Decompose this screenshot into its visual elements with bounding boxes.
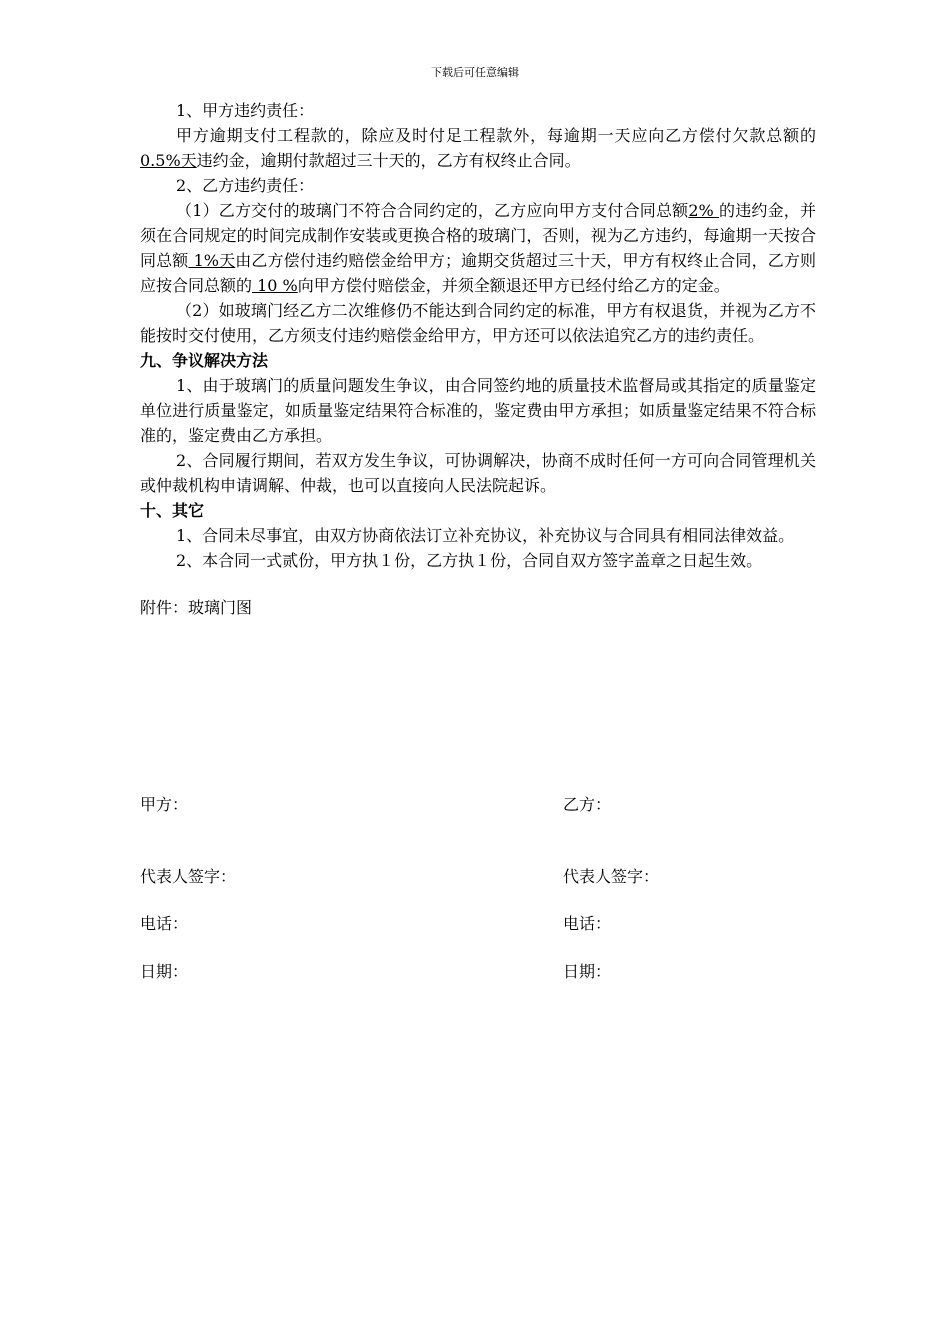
clause-1-rate-daily: 1%天 xyxy=(188,251,236,270)
party-a-liability-title: 1、甲方违约责任： xyxy=(176,101,315,120)
party-a-phone: 电话： xyxy=(140,914,189,933)
section-10-item-2: 2、本合同一式贰份，甲方执１份，乙方执１份，合同自双方签字盖章之日起生效。 xyxy=(176,551,763,570)
header-note: 下载后可任意编辑 xyxy=(431,66,519,79)
section-9-item-2: 2、合同履行期间，若双方发生争议，可协调解决，协商不成时任何一方可向合同管理机关或仲裁机构申请调解、仲裁，也可以直接向人民法院起诉。 xyxy=(140,451,816,495)
party-a-liability-text-a: 甲方逾期支付工程款的，除应及时付足工程款外，每逾期一天应向乙方偿付欠款总额的 xyxy=(176,126,816,145)
party-b-liability-clause-1 xyxy=(140,198,816,298)
clause-1-rate-total: 2% xyxy=(688,201,720,220)
section-10-heading: 十、其它 xyxy=(140,501,205,520)
party-b-label: 乙方： xyxy=(563,795,612,814)
clause-1-rate-compensation: 10 % xyxy=(252,276,298,295)
party-a-label: 甲方： xyxy=(140,795,189,814)
clause-1-text-a: （1）乙方交付的玻璃门不符合合同约定的，乙方应向甲方支付合同总额 xyxy=(176,201,689,220)
section-10-item-1: 1、合同未尽事宜，由双方协商依法订立补充协议，补充协议与合同具有相同法律效益。 xyxy=(176,526,795,545)
party-b-representative-signature: 代表人签字： xyxy=(563,867,660,886)
party-a-representative-signature: 代表人签字： xyxy=(140,867,237,886)
section-9-heading: 九、争议解决方法 xyxy=(140,351,269,370)
party-b-phone: 电话： xyxy=(563,914,612,933)
party-a-liability-body xyxy=(140,123,816,173)
party-a-penalty-rate: 0.5%天 xyxy=(140,151,197,170)
clause-1-text-c: 由乙方偿付违约赔偿金给甲方；逾期交货超过三十天，甲方有权终止合同，乙方则应按合同总额的 xyxy=(140,251,816,295)
party-b-liability-clause-2: （2）如玻璃门经乙方二次维修仍不能达到合同约定的标准，甲方有权退货，并视为乙方不能按时交付使用，乙方须支付违约赔偿金给甲方，甲方还可以依法追究乙方的违约责任。 xyxy=(140,301,816,345)
section-9-item-1: 1、由于玻璃门的质量问题发生争议，由合同签约地的质量技术监督局或其指定的质量鉴定单位进行质量鉴定，如质量鉴定结果符合标准的，鉴定费由甲方承担；如质量鉴定结果不符合标准的，鉴定费由乙方承担。 xyxy=(140,376,816,445)
clause-1-text-d: 向甲方偿付赔偿金，并须全额退还甲方已经付给乙方的定金。 xyxy=(297,276,730,295)
clause-1-text-b: 的违约金，并须在合同规定的时间完成制作安装或更换合格的玻璃门，否则，视为乙方违约，每逾期一天按合同总额 xyxy=(140,201,816,270)
contract-body xyxy=(140,98,816,620)
party-a-liability-text-b: 违约金，逾期付款超过三十天的，乙方有权终止合同。 xyxy=(196,151,581,170)
party-a-date: 日期： xyxy=(140,962,189,981)
party-b-date: 日期： xyxy=(563,962,612,981)
attachment-note: 附件：玻璃门图 xyxy=(140,598,253,617)
party-b-liability-title: 2、乙方违约责任： xyxy=(176,176,315,195)
